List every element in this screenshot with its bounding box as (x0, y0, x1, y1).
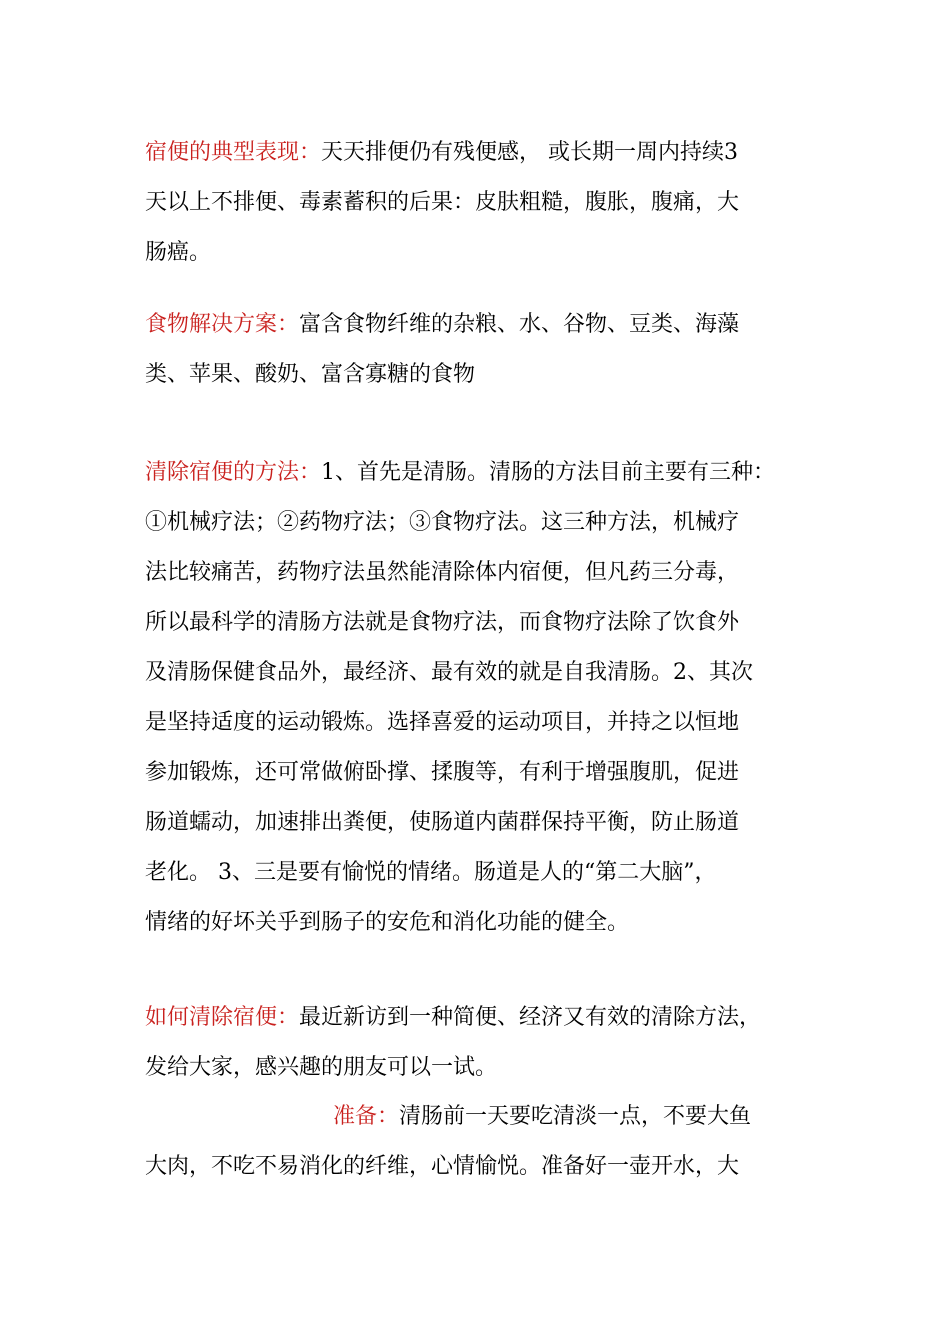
paragraph-line: 天以上不排便、毒素蓄积的后果：皮肤粗糙，腹胀，腹痛，大 (145, 190, 740, 215)
paragraph-line: ①机械疗法；②药物疗法；③食物疗法。这三种方法，机械疗 (145, 510, 740, 535)
paragraph-line: 是坚持适度的运动锻炼。选择喜爱的运动项目，并持之以恒地 (145, 710, 740, 735)
paragraph-text: 1、首先是清肠。清肠的方法目前主要有三种： (321, 460, 776, 485)
paragraph-line: 情绪的好坏关乎到肠子的安危和消化功能的健全。 (145, 910, 630, 935)
paragraph-line (145, 1092, 825, 1142)
paragraph-text: 富含食物纤维的杂粮、水、谷物、豆类、海藻 (299, 312, 740, 337)
paragraph-text: 最近新访到一种简便、经济又有效的清除方法， (299, 1005, 762, 1030)
paragraph-food-solution (145, 300, 825, 400)
paragraph-line (145, 128, 825, 178)
paragraph-line: 肠道蠕动，加速排出粪便，使肠道内菌群保持平衡，防止肠道 (145, 810, 740, 835)
paragraph-text: 清肠前一天要吃清淡一点，不要大鱼 (399, 1104, 752, 1129)
paragraph-methods (145, 448, 825, 948)
paragraph-line: 所以最科学的清肠方法就是食物疗法，而食物疗法除了饮食外 (145, 610, 740, 635)
paragraph-text: 天天排便仍有残便感， 或长期一周内持续3 (321, 140, 739, 165)
paragraph-line (145, 300, 825, 350)
section-heading-preparation: 准备： (333, 1104, 400, 1129)
paragraph-line (145, 993, 825, 1043)
paragraph-line: 类、苹果、酸奶、富含寡糖的食物 (145, 362, 476, 387)
paragraph-line (145, 448, 825, 498)
section-heading-symptoms: 宿便的典型表现： (145, 140, 322, 165)
paragraph-line: 参加锻炼，还可常做俯卧撑、揉腹等，有利于增强腹肌，促进 (145, 760, 740, 785)
paragraph-line: 肠癌。 (145, 240, 212, 265)
section-heading-how-to-clear: 如何清除宿便： (145, 1005, 300, 1030)
paragraph-line: 老化。 3、三是要有愉悦的情绪。肠道是人的“第二大脑”， (145, 860, 717, 885)
paragraph-preparation (145, 1092, 825, 1192)
paragraph-line: 大肉，不吃不易消化的纤维，心情愉悦。准备好一壶开水，大 (145, 1154, 740, 1179)
paragraph-how-to-clear (145, 993, 825, 1093)
paragraph-symptoms (145, 128, 825, 278)
paragraph-line: 及清肠保健食品外，最经济、最有效的就是自我清肠。2、其次 (145, 660, 753, 685)
section-heading-food-solution: 食物解决方案： (145, 312, 300, 337)
paragraph-line: 发给大家，感兴趣的朋友可以一试。 (145, 1055, 498, 1080)
section-heading-methods: 清除宿便的方法： (145, 460, 322, 485)
paragraph-line: 法比较痛苦，药物疗法虽然能清除体内宿便，但凡药三分毒， (145, 560, 740, 585)
